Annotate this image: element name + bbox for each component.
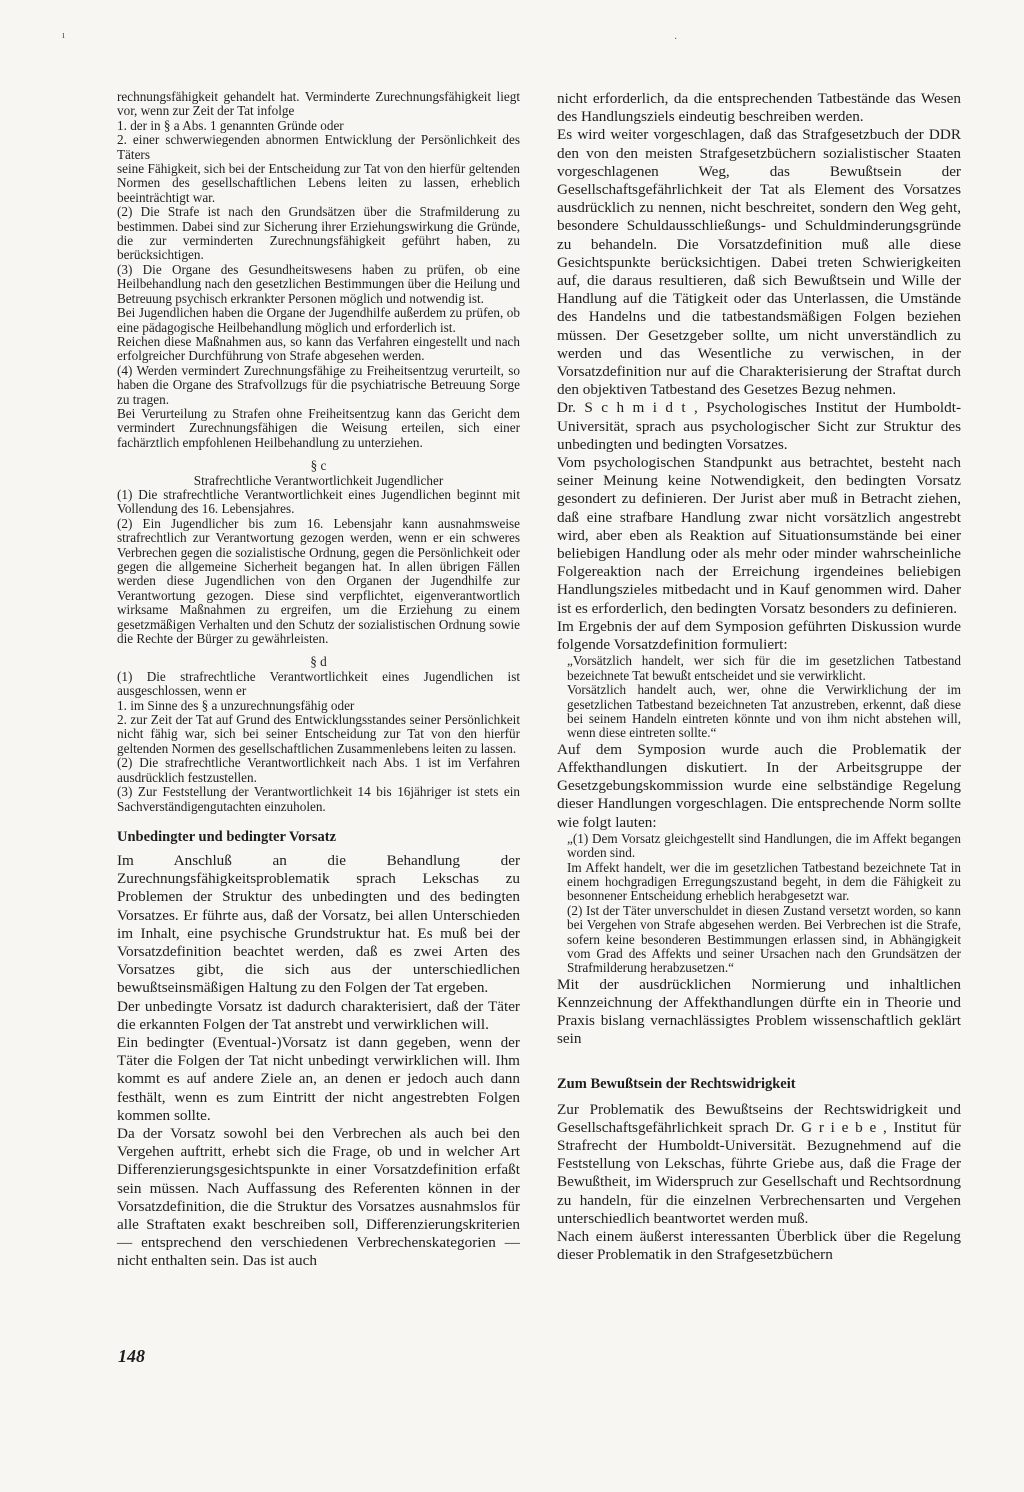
page-number: 148 (118, 1346, 145, 1366)
list-item: 2. einer schwerwiegenden abnormen Entwicklung der Persönlichkeit des Täters (117, 132, 520, 162)
body-paragraph: (3) Zur Feststellung der Verantwortlichkeit 14 bis 16jähriger ist stets ein Sachverständigengutachten einzuholen. (117, 784, 520, 814)
body-paragraph: Reichen diese Maßnahmen aus, so kann das Verfahren eingestellt und nach erfolgreicher Durchführung von Strafe abgesehen werden. (117, 333, 520, 364)
body-paragraph: (2) Ein Jugendlicher bis zum 16. Lebensjahr kann ausnahmsweise strafrechtlich zur Verantwortung gezogen werden, wenn er ein schweres Verbrechen gegen die sozialistische Ordnung, gegen die Persönlichkeit oder gegen die allgemeine Sicherheit begangen hat. In allen übrigen Fällen werden diese Jugendlichen von den Organen der Jugendhilfe zur Verantwortung gezogen. Diese sind verpflichtet, eigenverantwortlich wirksame Maßnahmen zu ergreifen, um die Erziehung zu einem gesetzmäßigen Verhalten und den Schutz der sozialistischen Ordnung sowie die Rechte der Bürger zu gewährleisten. (117, 515, 520, 647)
section-label-d: § d (310, 654, 327, 670)
quoted-norm: (2) Ist der Täter unverschuldet in diesen Zustand versetzt worden, so kann bei Vergehen von Strafe abgesehen werden. Bei Verbrechen ist die Strafe, sofern keine besonderen Bestimmungen erlassen sind, in Abhängigkeit vom Grad des Affekts und seiner Ursachen nach den Grundsätzen der Strafmilderung herabzusetzen.“ (567, 902, 961, 976)
body-paragraph: (4) Werden vermindert Zurechnungsfähige zu Freiheitsentzug verurteilt, so haben die Organe des Strafvollzugs für die psychiatrische Betreuung Sorge zu tragen. (117, 362, 520, 407)
margin-mark: · (674, 34, 678, 45)
body-paragraph: rechnungsfähigkeit gehandelt hat. Verminderte Zurechnungsfähigkeit liegt vor, wenn zur Zeit der Tat infolge (117, 89, 520, 119)
body-paragraph: Im Anschluß an die Behandlung der Zurechnungsfähigkeitsproblematik sprach Lekschas zu Problemen der Struktur des unbedingten und des bedingten Vorsatzes. Er führte aus, daß der Vorsatz, bei allen Unterschieden im Inhalt, eine psychische Grundstruktur hat. Es muß bei der Vorsatzdefinition beachtet werden, daß es zwei Arten des Vorsatzes gibt, die sich aus der unterschiedlichen bewußtseinsmäßigen Haltung zu den Folgen der Tat ergeben. (117, 851, 520, 997)
quoted-definition: „Vorsätzlich handelt, wer sich für die im gesetzlichen Tatbestand bezeichnete Tat bewußt entscheidet und sie verwirklicht. (567, 653, 961, 683)
list-item: 1. der in § a Abs. 1 genannten Gründe oder (117, 117, 344, 133)
body-paragraph: Dr. S c h m i d t , Psychologisches Institut der Humboldt-Universität, sprach aus psychologischer Sicht zur Struktur des unbedingten und bedingten Vorsatzes. (557, 399, 961, 453)
body-paragraph: Bei Verurteilung zu Strafen ohne Freiheitsentzug kann das Gericht dem vermindert Zurechnungsfähigen die Weisung erteilen, sich einer fachärztlich empfohlenen Heilbehandlung zu unterziehen. (117, 405, 520, 450)
body-paragraph: nicht erforderlich, da die entsprechenden Tatbestände das Wesen des Handlungsziels eindeutig beschreiben werden. (557, 90, 961, 126)
section-heading: Zum Bewußtsein der Rechtswidrigkeit (557, 1075, 796, 1092)
right-column (557, 90, 961, 1264)
body-paragraph: Nach einem äußerst interessanten Überblick über die Regelung dieser Problematik in den Strafgesetzbüchern (557, 1228, 961, 1264)
body-paragraph: (1) Die strafrechtliche Verantwortlichkeit eines Jugendlichen beginnt mit Vollendung des 16. Lebensjahres. (117, 486, 520, 517)
body-paragraph: Zur Problematik des Bewußtseins der Rechtswidrigkeit und Gesellschaftsgefährlichkeit sprach Dr. G r i e b e , Institut für Strafrecht der Humboldt-Universität. Bezugnehmend auf die Feststellung von Lekschas, führte Griebe aus, daß die Frage der Bewußtheit, im Widerspruch zur Gesellschaft und Rechtsordnung zu handeln, für die einzelnen Verbrechensarten und Vergehen unterschiedlich beantwortet werden muß. (557, 1100, 961, 1227)
body-paragraph: Bei Jugendlichen haben die Organe der Jugendhilfe außerdem zu prüfen, ob eine pädagogische Heilbehandlung möglich und erforderlich ist. (117, 305, 520, 335)
body-paragraph: Da der Vorsatz sowohl bei den Verbrechen als auch bei den Vergehen auftritt, erhebt sich die Frage, ob und in welcher Art Differenzierungsgesichtspunkte in einer Vorsatzdefinition erfaßt sein müssen. Nach Auffassung des Referenten können in der Vorsatzdefinition, die die Struktur des Vorsatzes ausnahmslos für alle Straftaten exakt beschreiben soll, Differenzierungskriterien — entsprechend den verschiedenen Verbrechenskategorien — nicht enthalten sein. Das ist auch (117, 1124, 520, 1270)
body-paragraph: (2) Die strafrechtliche Verantwortlichkeit nach Abs. 1 ist im Verfahren ausdrücklich festzustellen. (117, 755, 520, 785)
body-paragraph: Vom psychologischen Standpunkt aus betrachtet, besteht nach seiner Meinung keine Notwendigkeit, den bedingten Vorsatz gesondert zu definieren. Der Jurist aber muß in Betracht ziehen, daß eine strafbare Handlung zwar nicht vorsätzlich angestrebt wird, aber eben als Reaktion auf Situationsumstände bei einer beliebigen Handlung oder als mehr oder minder wahrscheinliche Folgereaktion nach der Erreichung irgendeines beliebigen Handlungszieles mitbedacht und in Kauf genommen wird. Daher ist es erforderlich, den bedingten Vorsatz besonders zu definieren. (557, 454, 961, 617)
body-paragraph: (2) Die Strafe ist nach den Grundsätzen über die Strafmilderung zu bestimmen. Dabei sind zur Sicherung ihrer Erziehungswirkung die Gründe, die zur verminderten Zurechnungsfähigkeit geführt haben, zu berücksichtigen. (117, 204, 520, 263)
body-paragraph: Auf dem Symposion wurde auch die Problematik der Affekthandlungen diskutiert. In der Arbeitsgruppe der Gesetzgebungskommission wurde eine selbständige Regelung dieser Handlungen vorgeschlagen. Die entsprechende Norm sollte wie folgt lauten: (557, 740, 961, 831)
body-paragraph: Im Ergebnis der auf dem Symposion geführten Diskussion wurde folgende Vorsatzdefinition formuliert: (557, 617, 961, 654)
section-label-c: § c (310, 458, 327, 474)
body-paragraph: (3) Die Organe des Gesundheitswesens haben zu prüfen, ob eine Heilbehandlung nach den gesetzlichen Bestimmungen über die Heilung und Betreuung psychisch erkrankter Personen möglich und notwendig ist. (117, 261, 520, 306)
quoted-definition: Vorsätzlich handelt auch, wer, ohne die Verwirklichung der im gesetzlichen Tatbestand bezeichneten Tat anzustreben, erkennt, daß diese bei seinem Handeln eintreten könnte und von ihm nicht abstehen will, wenn diese eintreten sollte.“ (567, 682, 961, 741)
section-title-c: Strafrechtliche Verantwortlichkeit Jugendlicher (193, 472, 444, 488)
body-paragraph: (1) Die strafrechtliche Verantwortlichkeit eines Jugendlichen ist ausgeschlossen, wenn er (117, 668, 520, 699)
margin-mark: ı (62, 30, 65, 41)
body-paragraph: Mit der ausdrücklichen Normierung und inhaltlichen Kennzeichnung der Affekthandlungen dürfte ein in Theorie und Praxis bislang vernachlässigtes Problem wissenschaftlich geklärt sein (557, 975, 961, 1048)
section-heading: Unbedingter und bedingter Vorsatz (117, 828, 337, 845)
left-column (117, 90, 520, 1271)
quoted-norm: „(1) Dem Vorsatz gleichgestellt sind Handlungen, die im Affekt begangen worden sind. (567, 830, 961, 861)
body-paragraph: seine Fähigkeit, sich bei der Entscheidung zur Tat von den hierfür geltenden Normen des gesellschaftlichen Lebens leiten zu lassen, erheblich beeinträchtigt war. (117, 161, 520, 205)
quoted-norm: Im Affekt handelt, wer die im gesetzlichen Tatbestand bezeichnete Tat in einem hochgradigen Erregungszustand begeht, in dem die Fähigkeit zu besonnener Entscheidung erheblich herabgesetzt war. (567, 859, 961, 904)
list-item: 2. zur Zeit der Tat auf Grund des Entwicklungsstandes seiner Persönlichkeit nicht fähig war, sich bei seiner Entscheidung zur Tat von den hierfür geltenden Normen des gesellschaftlichen Zusammenlebens leiten zu lassen. (117, 712, 520, 756)
list-item: 1. im Sinne des § a unzurechnungsfähig oder (117, 697, 355, 713)
body-paragraph: Es wird weiter vorgeschlagen, daß das Strafgesetzbuch der DDR den von den meisten Strafgesetzbüchern sozialistischer Staaten vorgeschlagenen Weg, das Bewußtsein der Gesellschaftsgefährlichkeit der Tat als Element des Vorsatzes ausdrücklich zu nennen, nicht beschreitet, sondern den Weg geht, besondere Schuldausschließungs- und Schuldminderungsgründe zu behandeln. Die Vorsatzdefinition muß alle diese Gesichtspunkte berücksichtigen. Dabei treten Schwierigkeiten auf, die daraus resultieren, daß sich Bewußtsein und Wille der Handlung auf die Tätigkeit oder das Unterlassen, die Umstände des Handelns und die tatbestandsmäßigen Folgen beziehen müssen. Der Gesetzgeber sollte, um nicht unverständlich zu werden und das Wesentliche zu verwischen, in der Vorsatzdefinition nur auf die Charakterisierung der Straftat durch den objektiven Tatbestand des Gesetzes Bezug nehmen. (557, 126, 961, 399)
body-paragraph: Der unbedingte Vorsatz ist dadurch charakterisiert, daß der Täter die erkannten Folgen der Tat anstrebt und verwirklichen will. (117, 997, 520, 1033)
body-paragraph: Ein bedingter (Eventual-)Vorsatz ist dann gegeben, wenn der Täter die Folgen der Tat nicht unbedingt verwirklichen will. Ihm kommt es auf andere Ziele an, an denen er jedoch auch dann festhält, wenn es zum Eintritt der nicht angestrebten Folgen kommen sollte. (117, 1033, 520, 1124)
